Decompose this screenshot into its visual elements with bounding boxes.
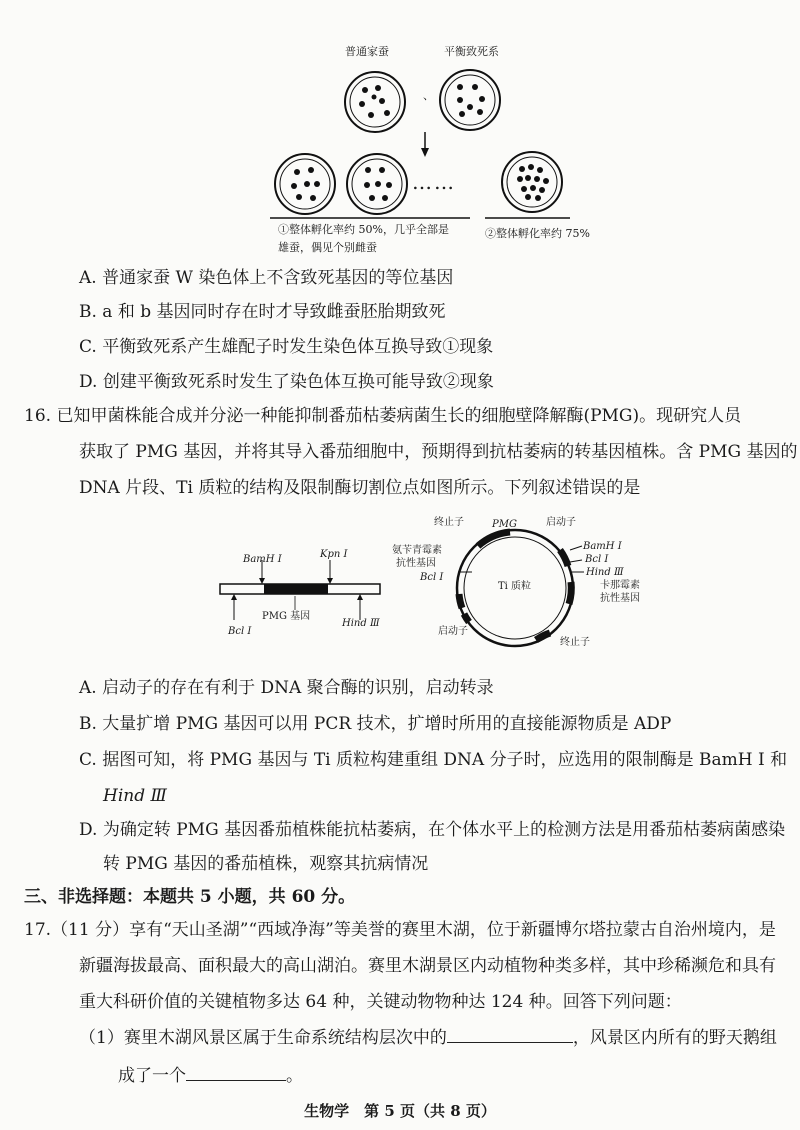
q16-option-d-line2: 转 PMG 基因的番茄植株，观察其抗病情况 [103, 854, 429, 874]
q17-part1-text-c: 成了一个 [118, 1066, 186, 1086]
q17-stem-line2: 新疆海拔最高、面积最大的高山湖泊。赛里木湖景区内动植物种类多样，其中珍稀濒危和具有 [79, 956, 776, 976]
label-terminator-bottom: 终止子 [560, 637, 590, 648]
q16-stem-line1: 16. 已知甲菌株能合成并分泌一种能抑制番茄枯萎病菌生长的细胞壁降解酶(PMG)。现研究人员 [24, 406, 742, 426]
label-kan-resistance-line2: 抗性基因 [600, 593, 640, 604]
q16-stem-line3: DNA 片段、Ti 质粒的结构及限制酶切割位点如图所示。下列叙述错误的是 [79, 478, 641, 498]
petri-dish-diagram [270, 60, 570, 220]
label-balanced-lethal: 平衡致死系 [444, 45, 499, 58]
caption-result-1-line1: ①整体孵化率约 50%，几乎全部是 [278, 223, 449, 236]
q17-part1-text-d: 。 [286, 1066, 303, 1086]
q16-stem-line2: 获取了 PMG 基因，并将其导入番茄细胞中，预期得到抗枯萎病的转基因植株。含 PMG 基因的 [79, 442, 798, 462]
caption-result-2: ②整体孵化率约 75% [485, 227, 590, 240]
label-promoter-top: 启动子 [546, 517, 576, 528]
label-kpn1: Kpn Ⅰ [320, 549, 348, 560]
label-terminator-top: 终止子 [434, 517, 464, 528]
caption-result-1-line2: 雄蚕，偶见个别雌蚕 [278, 241, 377, 254]
label-amp-resistance-line1: 氨苄青霉素 [392, 545, 442, 556]
ellipsis: …… [412, 170, 456, 194]
label-bcl1: Bcl Ⅰ [228, 626, 252, 637]
q17-stem-line3: 重大科研价值的关键植物多达 64 种，关键动物物种达 124 种。回答下列问题： [79, 992, 682, 1012]
label-pmg-gene: PMG 基因 [262, 611, 311, 622]
q17-part1-text-b: ，风景区内所有的野天鹅组 [572, 1028, 777, 1048]
label-promoter-bottom: 启动子 [438, 626, 468, 637]
answer-blank-1[interactable] [447, 1042, 573, 1043]
label-bamh1-plasmid: BamH Ⅰ [583, 541, 622, 552]
q17-part1-line1 [79, 1026, 777, 1050]
page-footer: 生物学 第 5 页（共 8 页） [304, 1102, 496, 1120]
q16-option-d-line1: D. 为确定转 PMG 基因番茄植株能抗枯萎病，在个体水平上的检测方法是用番茄枯萎病菌感染 [79, 820, 786, 840]
label-bamh1: BamH Ⅰ [243, 554, 282, 565]
q15-option-c: C. 平衡致死系产生雄配子时发生染色体互换导致①现象 [79, 337, 494, 357]
label-ti-plasmid: Ti 质粒 [498, 581, 532, 592]
label-kan-resistance-line1: 卡那霉素 [600, 580, 640, 591]
q15-option-b: B. a 和 b 基因同时存在时才导致雌蚕胚胎期致死 [79, 302, 446, 322]
label-normal-silkworm: 普通家蚕 [345, 45, 389, 58]
q17-stem-line1: 17.（11 分）享有“天山圣湖”“西域净海”等美誉的赛里木湖，位于新疆博尔塔拉蒙古自治州境内，是 [24, 920, 776, 940]
q15-option-d: D. 创建平衡致死系时发生了染色体互换可能导致②现象 [79, 372, 494, 392]
q16-option-c-line2: Hind Ⅲ [103, 786, 167, 806]
q17-part1-text-a: （1）赛里木湖风景区属于生命系统结构层次中的 [79, 1028, 447, 1048]
answer-blank-2[interactable] [186, 1080, 286, 1081]
q16-option-a: A. 启动子的存在有利于 DNA 聚合酶的识别，启动转录 [79, 678, 494, 698]
label-hind3: Hind Ⅲ [342, 618, 380, 629]
label-bcl1-plasmid-right: Bcl Ⅰ [585, 554, 609, 565]
label-hind3-plasmid: Hind Ⅲ [586, 567, 624, 578]
label-pmg-plasmid: PMG [492, 519, 517, 530]
q15-option-a: A. 普通家蚕 W 染色体上不含致死基因的等位基因 [79, 268, 454, 288]
label-bcl1-plasmid: Bcl Ⅰ [420, 572, 444, 583]
q17-part1-line2 [118, 1064, 303, 1088]
q16-option-c-line1: C. 据图可知，将 PMG 基因与 Ti 质粒构建重组 DNA 分子时，应选用的限制酶是 BamH Ⅰ 和 [79, 750, 788, 770]
cross-sign: 、 [423, 89, 434, 102]
section-3-heading: 三、非选择题：本题共 5 小题，共 60 分。 [24, 887, 356, 907]
q16-option-b: B. 大量扩增 PMG 基因可以用 PCR 技术，扩增时所用的直接能源物质是 ADP [79, 714, 672, 734]
label-amp-resistance-line2: 抗性基因 [396, 558, 436, 569]
